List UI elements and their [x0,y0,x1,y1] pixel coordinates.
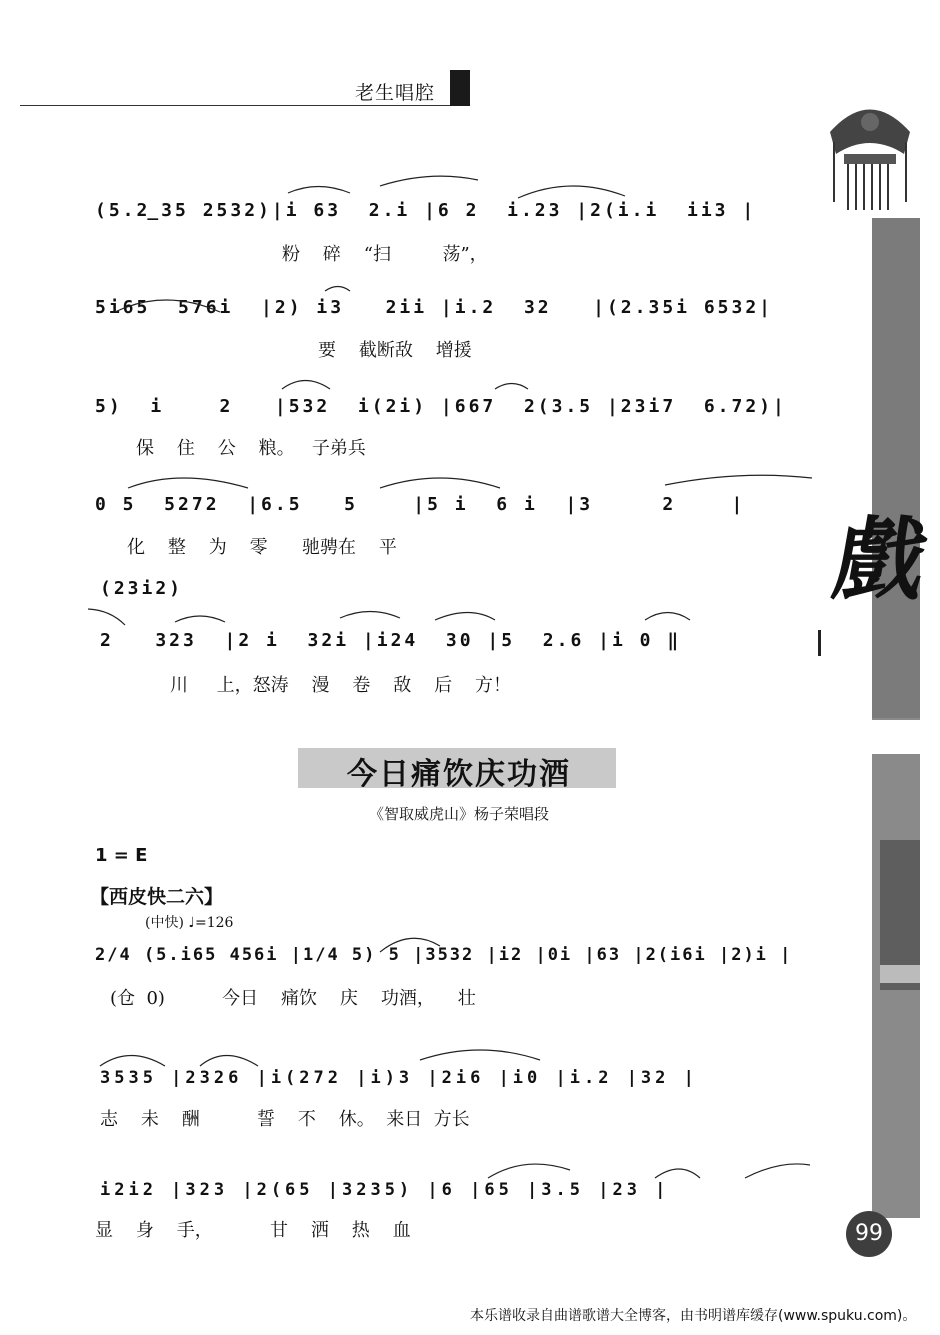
song-title: 今日痛饮庆功酒 [347,757,571,792]
song-lyric-line-3: 显 身 手， 甘 洒 热 血 [95,1220,411,1241]
score-line-4: 0 5 5272 |6.5 5 |5 i 6 i |3 2 | [95,494,746,515]
song-score-line-1: 2/4 (5.i65 456i |1/4 5) 5 |3532 |i2 |0i |63 |2(i6i |2)i | [95,945,793,965]
song-score-line-3: i2i2 |323 |2(65 |3235) |6 |65 |3.5 |23 | [100,1180,670,1200]
page-header-title: 老生唱腔 [355,82,436,104]
footer-note: 本乐谱收录自曲谱歌谱大全博客，由书明谱库缓存(www.spuku.com)。 [470,1308,917,1324]
lyric-line-2: 要 截断敌 增援 [318,340,472,361]
score-line-2: 5i65 576i |2) i3 2ii |i.2 32 |(2.35i 6532| [95,297,774,318]
page-number: 99 [846,1211,892,1257]
lyric-line-5: 川 上，怒涛 漫 卷 敌 后 方！ [170,675,512,696]
key-signature: 1 = E [95,845,148,866]
score-line-3: 5) i 2 |532 i(2i) |667 2(3.5 |23i7 6.72)| [95,396,787,417]
song-score-line-2: 3535 |2326 |i(272 |i)3 |2i6 |i0 |i.2 |32 | [100,1068,698,1088]
opera-character-icon: 戲 [826,507,936,613]
score-line-5: 2 323 |2 i 32i |i24 30 |5 2.6 |i 0 ‖ [100,630,682,651]
lyric-line-4: 化 整 为 零 驰骋在 平 [127,537,397,558]
song-lyric-line-1: (仓 0) 今日 痛饮 庆 功酒， 壮 [110,988,476,1009]
tempo-marking: (中快) ♩=126 [145,915,234,931]
score-bracket: (23i2) [100,578,184,599]
lyric-line-1: 粉 碎 “扫 荡”， [282,244,488,265]
lyric-line-3: 保 住 公 粮。 子弟兵 [136,438,366,459]
score-line-1: (5.2̲35 2532)|i 63 2.i |6 2 i.23 |2(i.i ii3 | [95,200,757,221]
tune-style: 【西皮快二六】 [90,886,224,908]
song-subtitle: 《智取威虎山》杨子荣唱段 [368,805,549,823]
song-lyric-line-2: 志 未 酬 誓 不 休。 来日 方长 [100,1109,470,1130]
